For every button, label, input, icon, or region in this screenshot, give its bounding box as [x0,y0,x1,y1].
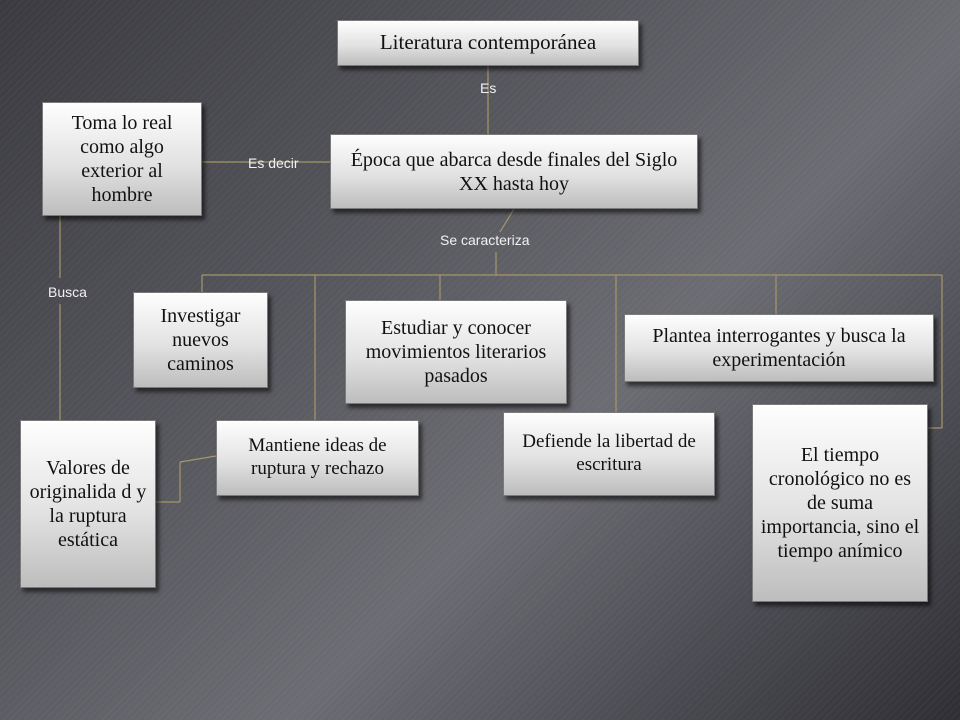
node-investigar: Investigar nuevos caminos [133,292,268,388]
node-plantea: Plantea interrogantes y busca la experimentación [624,314,934,382]
label-es: Es [480,80,497,96]
label-busca: Busca [48,284,87,300]
connector-valores-c [180,456,216,462]
node-epoca: Época que abarca desde finales del Siglo XX hasta hoy [330,134,698,209]
node-literatura-contemporanea: Literatura contemporánea [337,20,639,66]
node-toma-lo-real: Toma lo real como algo exterior al hombre [42,102,202,216]
connector-se-caracteriza-a [500,209,514,232]
node-estudiar: Estudiar y conocer movimientos literarios pasados [345,300,567,404]
label-es-decir: Es decir [248,155,299,171]
node-mantiene: Mantiene ideas de ruptura y rechazo [216,420,419,496]
node-defiende: Defiende la libertad de escritura [503,412,715,496]
node-valores: Valores de originalida d y la ruptura estática [20,420,156,588]
label-se-caracteriza: Se caracteriza [440,232,530,248]
node-tiempo: El tiempo cronológico no es de suma importancia, sino el tiempo anímico [752,404,928,602]
